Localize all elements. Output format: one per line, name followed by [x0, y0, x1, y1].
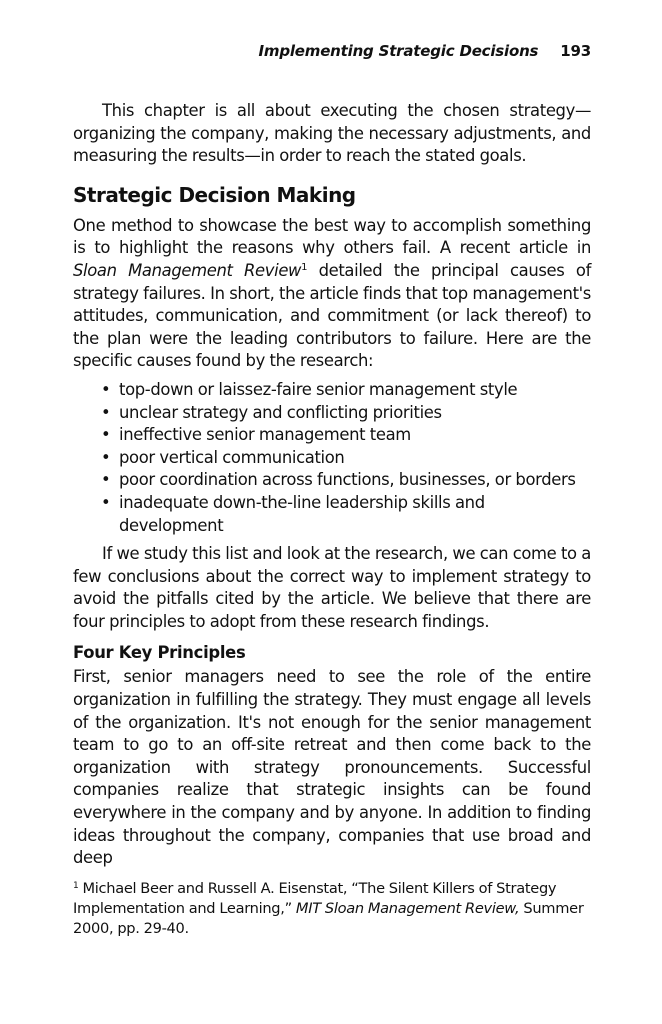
- section-heading: Strategic Decision Making: [73, 182, 356, 207]
- footnote-text: [73, 879, 591, 939]
- bullet-icon: •: [101, 379, 111, 399]
- bullet-icon: •: [101, 447, 111, 467]
- page-number: 193: [560, 42, 591, 60]
- list-item: [73, 492, 591, 537]
- list-item-text: poor coordination across functions, businesses, or borders: [119, 470, 576, 490]
- subsection-paragraph: First, senior managers need to see the role of the entire organization in fulfilling the strategy. They must engage all levels of the organization. It's not enough for the senior management team to go to an off-site retreat and then come back to the organization with strategy pronouncements. Successful companies realize that strategic insights can be found everywhere in the company and by anyone. In addition to finding ideas throughout the company, companies that use broad and deep: [73, 667, 591, 868]
- list-item-text: unclear strategy and conflicting priorities: [119, 402, 442, 422]
- footnote-reference: 1: [301, 261, 308, 273]
- bullet-icon: •: [101, 470, 111, 490]
- section-paragraph-2: If we study this list and look at the research, we can come to a few conclusions about the correct way to implement strategy to avoid the pitfalls cited by the article. We believe that there are four principles to adopt from these research findings.: [73, 544, 591, 631]
- list-item: [73, 402, 591, 425]
- bullet-icon: •: [101, 492, 111, 512]
- chapter-title: Implementing Strategic Decisions: [258, 42, 539, 60]
- footnote-text-after: Summer 2000, pp. 29-40.: [73, 899, 584, 937]
- bullet-icon: •: [101, 402, 111, 422]
- running-head: [259, 42, 591, 60]
- causes-list: [73, 379, 591, 537]
- list-item: [73, 469, 591, 492]
- footnote-marker: 1: [73, 880, 79, 891]
- section-paragraph-1: [73, 215, 591, 373]
- list-item: [73, 379, 591, 402]
- list-item: [73, 424, 591, 447]
- bullet-icon: •: [101, 425, 111, 445]
- list-item-text: inadequate down-the-line leadership skills and development: [119, 492, 485, 535]
- subsection-heading: Four Key Principles: [73, 643, 246, 663]
- body-text: [73, 100, 591, 939]
- para1-text-after: detailed the principal causes of strategy failures. In short, the article finds that top management's attitudes, communication, and commitment (or lack thereof) to the plan were the leading contributors to failure. Here are the specific causes found by the research:: [73, 260, 591, 371]
- list-item-text: poor vertical communication: [119, 447, 345, 467]
- footnote-journal: MIT Sloan Management Review,: [295, 899, 520, 917]
- para1-text-before: One method to showcase the best way to accomplish something is to highlight the reasons why others fail. A recent article in: [73, 215, 591, 258]
- list-item-text: top-down or laissez-faire senior management style: [119, 379, 518, 399]
- footnote: [73, 879, 591, 939]
- journal-title: Sloan Management Review: [73, 260, 302, 280]
- list-item: [73, 447, 591, 470]
- footnote-text-before: Michael Beer and Russell A. Eisenstat, “The Silent Killers of Strategy Implementation and Learning,”: [73, 879, 557, 917]
- intro-paragraph: This chapter is all about executing the chosen strategy—organizing the company, making the necessary adjustments, and measuring the results—in order to reach the stated goals.: [73, 101, 591, 166]
- list-item-text: ineffective senior management team: [119, 425, 411, 445]
